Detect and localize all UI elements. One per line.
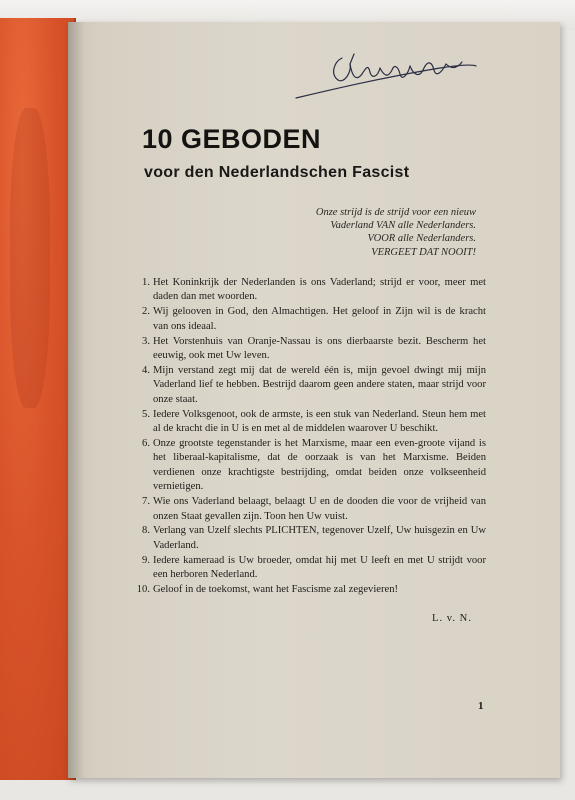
motto-line: VERGEET DAT NOOIT! [371, 246, 476, 258]
commandment-text: Het Koninkrijk der Nederlanden is ons Vaderland; strijd er voor, meer met daden dan met woorden. [153, 277, 486, 303]
motto-line: VOOR alle Nederlanders. [367, 233, 476, 245]
commandment-number: 2. [142, 306, 150, 318]
commandment-item [138, 524, 486, 553]
commandment-number: 5. [142, 408, 150, 420]
commandment-item [138, 364, 486, 407]
commandment-item [138, 554, 486, 583]
commandment-text: Wie ons Vaderland belaagt, belaagt U en de dooden die voor de vrijheid van onzen Staat gevallen zijn. Toon hen Uw vuist. [153, 496, 486, 522]
commandment-number: 3. [142, 335, 150, 347]
motto-line: Vaderland VAN alle Nederlanders. [330, 220, 476, 232]
commandment-number: 8. [142, 525, 150, 537]
commandments-list [138, 276, 486, 598]
commandment-text: Geloof in de toekomst, want het Fascisme zal zegevieren! [153, 584, 399, 596]
commandment-text: Mijn verstand zegt mij dat de wereld één is, mijn gevoel dwingt mij mijn Vaderland lief te hebben. Bestrijd daarom geen andere staten, maar strijd voor onze staat. [153, 364, 486, 405]
booklet-cover [0, 18, 76, 780]
commandment-item [138, 335, 486, 364]
author-initials: L. v. N. [432, 613, 472, 624]
commandment-number: 4. [142, 364, 150, 376]
commandment-number: 10. [136, 584, 150, 596]
commandment-number: 6. [142, 437, 150, 449]
commandment-number: 7. [142, 496, 150, 508]
commandment-text: Onze grootste tegenstander is het Marxisme, maar een even-groote vijand is het liberaal-kapitalisme, dat de oorzaak is van het Marxisme. Beiden verdienen onze krachtigste bestrijding, omdat beiden onze volkseenheid vernietigen. [153, 437, 486, 493]
commandment-item [138, 276, 486, 305]
commandment-text: Wij gelooven in God, den Almachtigen. Het geloof in Zijn wil is de kracht van ons ideaal. [153, 306, 486, 332]
commandment-text: Iedere Volksgenoot, ook de armste, is een stuk van Nederland. Steun hem met al de kracht die in U is en met al de middelen waarover U beschikt. [153, 408, 486, 435]
commandment-item [138, 305, 486, 334]
motto-line: Onze strijd is de strijd voor een nieuw [315, 207, 476, 218]
handwritten-signature [290, 48, 480, 108]
document-title: 10 GEBODEN [142, 124, 322, 154]
commandment-item [138, 495, 486, 524]
commandment-number: 9. [142, 554, 150, 566]
page-number: 1 [478, 700, 484, 712]
document-subtitle: voor den Nederlandschen Fascist [144, 164, 410, 181]
commandment-item [138, 437, 486, 495]
spine-shadow [68, 22, 84, 778]
commandment-item [138, 408, 486, 437]
commandment-number: 1. [142, 277, 150, 288]
commandment-text: Het Vorstenhuis van Oranje-Nassau is ons dierbaarste bezit. Bescherm het eeuwig, ook met Uw leven. [153, 335, 486, 362]
commandment-text: Iedere kameraad is Uw broeder, omdat hij met U leeft en met U strijdt voor een herboren Nederland. [153, 554, 486, 581]
motto-block [256, 206, 476, 259]
commandment-text: Verlang van Uzelf slechts PLICHTEN, tegenover Uzelf, Uw huisgezin en Uw Vaderland. [153, 525, 486, 551]
commandment-item [138, 583, 486, 597]
